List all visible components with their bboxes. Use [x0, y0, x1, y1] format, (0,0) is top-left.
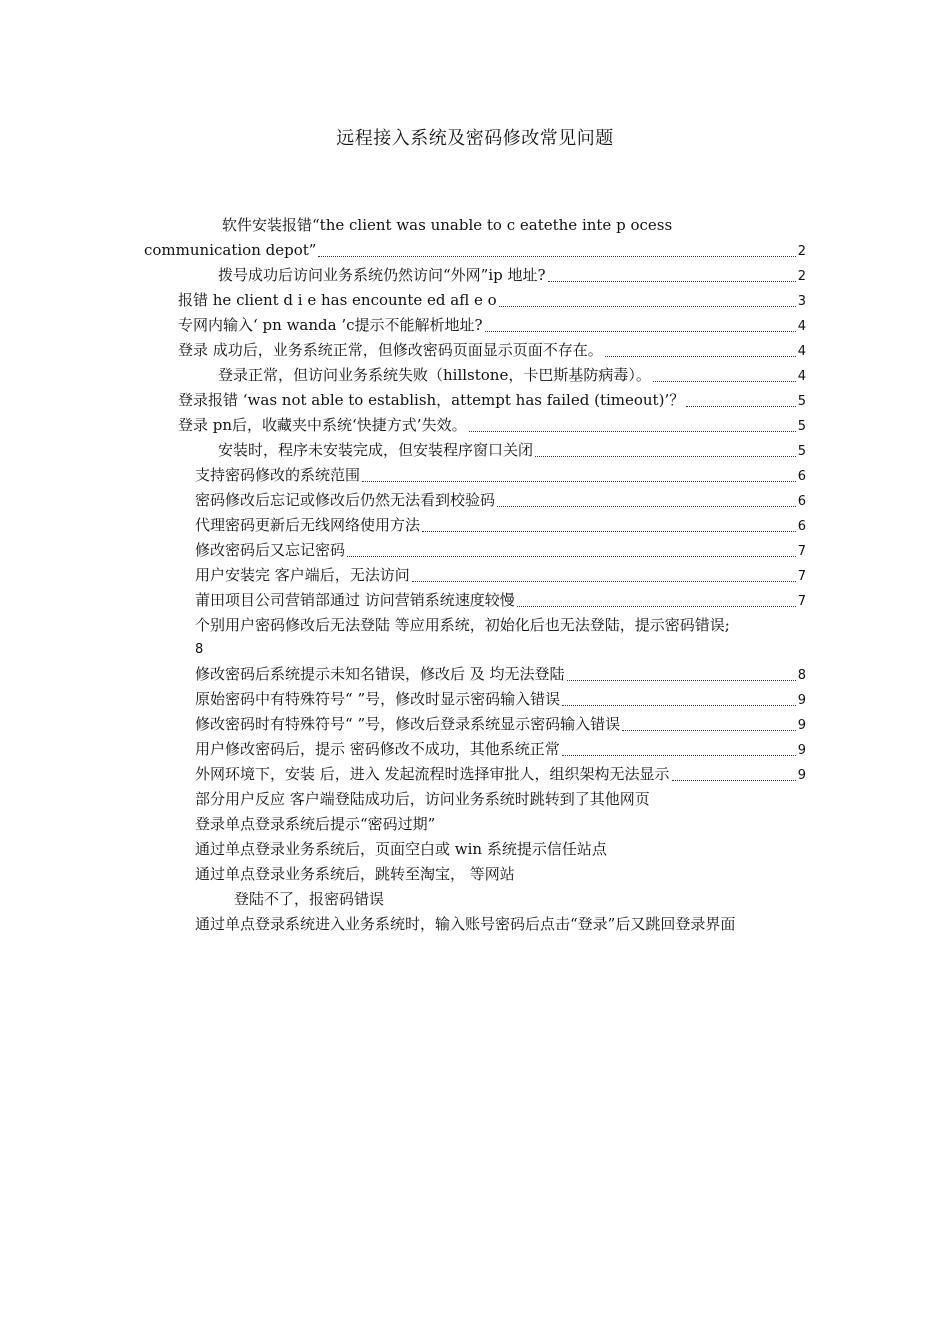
toc-entry[interactable] — [178, 290, 806, 312]
toc-entry[interactable] — [222, 215, 672, 235]
toc-entry-text: 登录报错 ‘was not able to establish，attempt has failed (timeout)’？ — [178, 391, 685, 409]
toc-entry[interactable] — [195, 739, 806, 761]
toc-entry-continuation[interactable] — [195, 640, 203, 660]
toc-entry[interactable] — [218, 365, 806, 387]
toc-entry[interactable] — [195, 914, 735, 934]
toc-entry-text: 登录正常，但访问业务系统失败（hillstone，卡巴斯基防病毒）。 — [218, 366, 651, 384]
toc-leader-dots — [497, 506, 796, 507]
toc-entry[interactable] — [195, 664, 806, 686]
toc-leader-dots — [562, 755, 796, 756]
toc-entry-text: 个别用户密码修改后无法登陆 等应用系统，初始化后也无法登陆，提示密码错误; — [195, 616, 730, 634]
toc-entry-text: 登录单点登录系统后提示“密码过期” — [195, 815, 436, 833]
toc-leader-dots — [567, 680, 796, 681]
toc-page-number: 9 — [797, 718, 806, 733]
toc-entry[interactable] — [195, 789, 650, 809]
toc-entry-text: 通过单点登录业务系统后，跳转至淘宝， 等网站 — [195, 865, 515, 883]
toc-page-number: 7 — [797, 544, 806, 559]
toc-entry-text: 密码修改后忘记或修改后仍然无法看到校验码 — [195, 491, 496, 509]
toc-leader-dots — [422, 531, 796, 532]
toc-page-number: 8 — [797, 668, 806, 683]
toc-entry-text: 代理密码更新后无线网络使用方法 — [195, 516, 421, 534]
toc-entry[interactable] — [195, 515, 806, 537]
toc-leader-dots — [362, 481, 796, 482]
toc-entry-text: 登录 成功后，业务系统正常，但修改密码页面显示页面不存在。 — [178, 341, 603, 359]
toc-entry-text: 登陆不了，报密码错误 — [234, 890, 385, 908]
toc-entry[interactable] — [195, 864, 515, 884]
toc-page-number: 7 — [797, 594, 806, 609]
toc-entry-text: 用户安装完 客户端后，无法访问 — [195, 566, 410, 584]
toc-page-number: 8 — [195, 642, 204, 657]
toc-entry[interactable] — [195, 590, 806, 612]
toc-page-number: 9 — [797, 768, 806, 783]
toc-entry[interactable] — [178, 390, 806, 412]
toc-page-number: 5 — [797, 394, 806, 409]
toc-entry[interactable] — [218, 265, 806, 287]
toc-entry[interactable] — [195, 465, 806, 487]
toc-entry[interactable] — [178, 315, 806, 337]
toc-page-number: 6 — [797, 469, 806, 484]
toc-entry-text: 报错 he client d i e has encounte ed afl e o — [178, 291, 497, 309]
toc-page-number: 9 — [797, 693, 806, 708]
toc-page-number: 6 — [797, 494, 806, 509]
toc-entry-text: 通过单点登录系统进入业务系统时，输入账号密码后点击“登录”后又跳回登录界面 — [195, 915, 736, 933]
toc-leader-dots — [562, 705, 796, 706]
toc-page-number: 6 — [797, 519, 806, 534]
toc-leader-dots — [318, 256, 795, 257]
toc-entry-text: 外网环境下，安装 后，进入 发起流程时选择审批人，组织架构无法显示 — [195, 765, 670, 783]
toc-leader-dots — [672, 780, 796, 781]
toc-entry-text: 修改密码后系统提示未知名错误，修改后 及 均无法登陆 — [195, 665, 565, 683]
toc-entry[interactable] — [195, 565, 806, 587]
toc-page-number: 3 — [797, 294, 806, 309]
toc-entry-text: 用户修改密码后，提示 密码修改不成功，其他系统正常 — [195, 740, 560, 758]
toc-entry[interactable] — [195, 615, 730, 635]
toc-entry[interactable] — [178, 415, 806, 437]
toc-leader-dots — [485, 331, 796, 332]
toc-page-number: 4 — [797, 344, 806, 359]
toc-leader-dots — [548, 281, 796, 282]
toc-leader-dots — [469, 431, 796, 432]
toc-leader-dots — [347, 556, 796, 557]
toc-page-number: 5 — [797, 444, 806, 459]
toc-leader-dots — [499, 306, 796, 307]
toc-page-number: 2 — [797, 244, 806, 259]
toc-entry[interactable] — [195, 814, 435, 834]
toc-page-number: 4 — [797, 319, 806, 334]
toc-entry[interactable] — [218, 440, 806, 462]
toc-entry[interactable] — [178, 340, 806, 362]
toc-page-number: 2 — [797, 269, 806, 284]
toc-entry[interactable] — [195, 540, 806, 562]
toc-entry-text: 登录 pn后，收藏夹中系统‘快捷方式’失效。 — [178, 416, 467, 434]
toc-page-number: 7 — [797, 569, 806, 584]
toc-page-number: 9 — [797, 743, 806, 758]
document-title: 远程接入系统及密码修改常见问题 — [336, 128, 614, 149]
toc-entry-text: 支持密码修改的系统范围 — [195, 466, 361, 484]
toc-entry-text: 原始密码中有特殊符号“ ”号，修改时显示密码输入错误 — [195, 690, 561, 708]
toc-entry-text: 修改密码时有特殊符号“ ”号，修改后登录系统显示密码输入错误 — [195, 715, 621, 733]
toc-leader-dots — [622, 730, 796, 731]
toc-leader-dots — [517, 606, 796, 607]
toc-entry-text: 拨号成功后访问业务系统仍然访问“外网”ip 地址? — [218, 266, 546, 284]
toc-entry[interactable] — [195, 714, 806, 736]
toc-entry-text: communication depot” — [144, 241, 317, 259]
toc-entry[interactable] — [195, 689, 806, 711]
toc-entry-text: 修改密码后又忘记密码 — [195, 541, 346, 559]
toc-leader-dots — [412, 581, 796, 582]
toc-page-number: 5 — [797, 419, 806, 434]
toc-entry-text: 通过单点登录业务系统后，页面空白或 win 系统提示信任站点 — [195, 840, 607, 858]
toc-entry[interactable] — [195, 490, 806, 512]
toc-entry-text: 莆田项目公司营销部通过 访问营销系统速度较慢 — [195, 591, 515, 609]
toc-leader-dots — [653, 381, 796, 382]
toc-entry[interactable] — [195, 839, 607, 859]
toc-entry-text: 安装时，程序未安装完成，但安装程序窗口关闭 — [218, 441, 534, 459]
toc-leader-dots — [535, 456, 796, 457]
toc-entry-text: 专网内输入‘ pn wanda ’c提示不能解析地址? — [178, 316, 483, 334]
toc-page-number: 4 — [797, 369, 806, 384]
toc-entry[interactable] — [195, 764, 806, 786]
toc-leader-dots — [605, 356, 796, 357]
toc-entry[interactable] — [234, 889, 384, 909]
toc-leader-dots — [686, 406, 796, 407]
toc-entry[interactable] — [144, 240, 806, 262]
toc-entry-text: 软件安装报错“the client was unable to c eatethe inte p ocess — [222, 216, 673, 234]
toc-entry-text: 部分用户反应 客户端登陆成功后，访问业务系统时跳转到了其他网页 — [195, 790, 650, 808]
